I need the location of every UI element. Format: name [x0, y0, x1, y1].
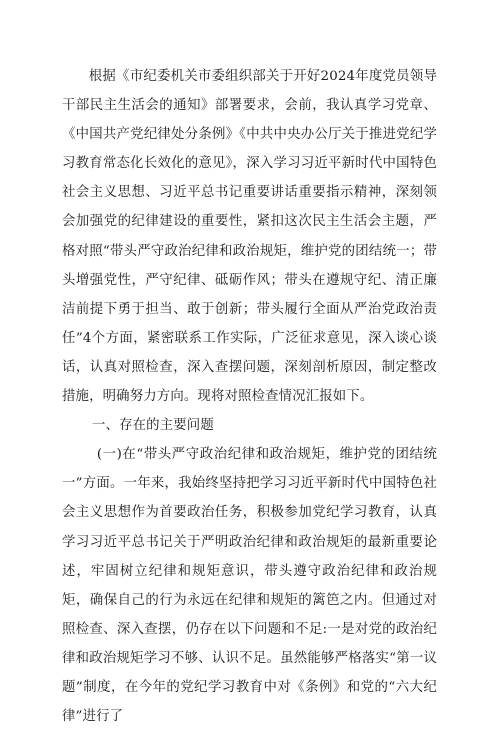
subsection-paragraph: (一)在“带头严守政治纪律和政治规矩，维护党的团结统一”方面。一年来，我始终坚持把学习习近平新时代中国特色社会主义思想作为首要政治任务，积极参加党纪学习教育，认真学习习近平总书记关于严明政治纪律和政治规矩的最新重要论述，牢固树立纪律和规矩意识，带头遵守政治纪律和政治规矩，确保自己的行为永远在纪律和规矩的篱笆之内。但通过对照检查、深入查摆，仍存在以下问题和不足:一是对党的政治纪律和政治规矩学习不够、认识不足。虽然能够严格落实“第一议题”制度，在今年的党纪学习教育中对《条例》和党的“六大纪律”进行了	[62, 447, 437, 725]
intro-paragraph: 根据《市纪委机关市委组织部关于开好2024年度党员领导干部民主生活会的通知》部署要求，会前，我认真学习党章、《中国共产党纪律处分条例》《中共中央办公厅关于推进党纪学习教育常态化长效化的意见》，深入学习习近平新时代中国特色社会主义思想、习近平总书记重要讲话重要指示精神，深刻领会加强党的纪律建设的重要性，紧扣这次民主生活会主题，严格对照“带头严守政治纪律和政治规矩，维护党的团结统一；带头增强党性，严守纪律、砥砺作风；带头在遵规守纪、清正廉洁前提下勇于担当、敢于创新；带头履行全面从严治党政治责任”4个方面，紧密联系工作实际，广泛征求意见，深入谈心谈话，认真对照检查，深入查摆问题，深刻剖析原因，制定整改措施，明确努力方向。现将对照检查情况汇报如下。	[62, 69, 437, 405]
document-body	[62, 62, 437, 731]
section-heading: 一、存在的主要问题	[92, 418, 214, 434]
